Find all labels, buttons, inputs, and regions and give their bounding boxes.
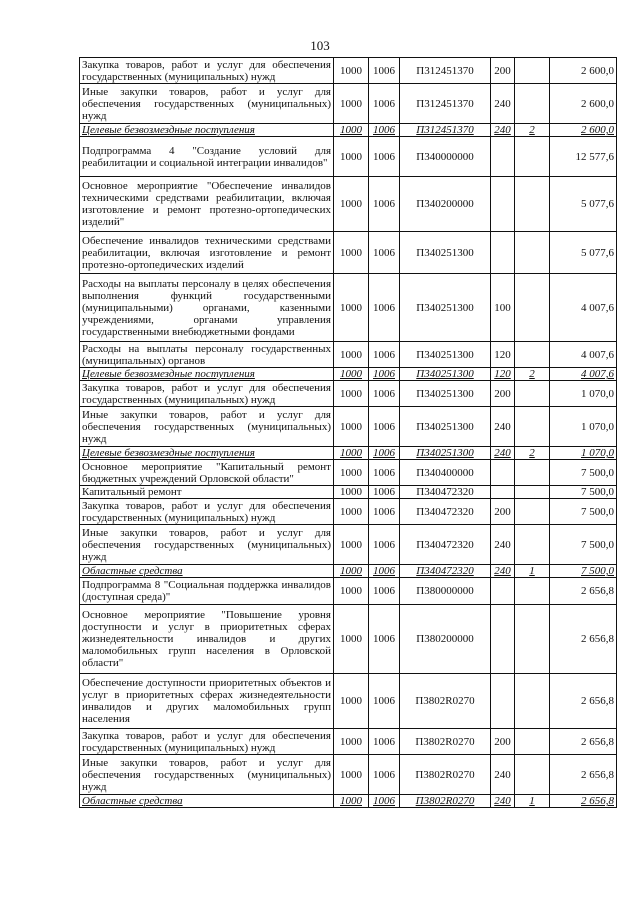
row-name-cell: Областные средства [80,565,334,578]
page-number: 103 [310,38,330,53]
row-section-cell: 1000 [334,58,369,84]
row-amount-cell: 2 656,8 [550,605,617,674]
row-amount-cell: 2 656,8 [550,674,617,729]
row-target-cell: П340472320 [400,499,491,525]
row-expense-type-cell: 200 [491,499,515,525]
row-name-cell: Подпрограмма 4 "Создание условий для реабилитации и социальной интеграции инвалидов" [80,137,334,177]
row-name-cell: Закупка товаров, работ и услуг для обеспечения государственных (муниципальных) нужд [80,381,334,407]
row-section-cell: 1000 [334,381,369,407]
row-subsection-cell: 1006 [369,795,400,808]
row-indicator-cell: 1 [515,565,550,578]
row-expense-type-cell: 200 [491,58,515,84]
row-amount-cell: 7 500,0 [550,499,617,525]
row-section-cell: 1000 [334,137,369,177]
row-section-cell: 1000 [334,565,369,578]
row-expense-type-cell [491,578,515,605]
row-amount-cell: 4 007,6 [550,368,617,381]
row-target-cell: П380200000 [400,605,491,674]
row-target-cell: П340251300 [400,342,491,368]
row-section-cell: 1000 [334,578,369,605]
row-expense-type-cell: 240 [491,755,515,795]
row-name-cell: Областные средства [80,795,334,808]
row-amount-cell: 1 070,0 [550,407,617,447]
row-section-cell: 1000 [334,729,369,755]
budget-table [79,57,617,808]
row-expense-type-cell [491,460,515,486]
row-subsection-cell: 1006 [369,578,400,605]
row-expense-type-cell: 120 [491,368,515,381]
row-amount-cell: 2 600,0 [550,58,617,84]
row-target-cell: П380000000 [400,578,491,605]
row-section-cell: 1000 [334,124,369,137]
row-indicator-cell [515,525,550,565]
row-section-cell: 1000 [334,368,369,381]
row-expense-type-cell: 100 [491,274,515,342]
row-indicator-cell [515,729,550,755]
row-section-cell: 1000 [334,274,369,342]
row-target-cell: П340251300 [400,232,491,274]
row-name-cell: Основное мероприятие "Капитальный ремонт бюджетных учреждений Орловской области" [80,460,334,486]
row-amount-cell: 1 070,0 [550,447,617,460]
row-section-cell: 1000 [334,177,369,232]
row-subsection-cell: 1006 [369,137,400,177]
table-row [80,565,617,578]
row-expense-type-cell [491,177,515,232]
row-indicator-cell [515,407,550,447]
table-row [80,58,617,84]
row-expense-type-cell: 240 [491,565,515,578]
row-expense-type-cell: 240 [491,124,515,137]
row-subsection-cell: 1006 [369,499,400,525]
row-target-cell: П340472320 [400,486,491,499]
row-section-cell: 1000 [334,755,369,795]
row-subsection-cell: 1006 [369,177,400,232]
row-name-cell: Обеспечение инвалидов техническими средствами реабилитации, включая изготовление и ремонт протезно-ортопедических изделий [80,232,334,274]
table-row [80,368,617,381]
row-name-cell: Иные закупки товаров, работ и услуг для обеспечения государственных (муниципальных) нужд [80,84,334,124]
row-target-cell: П312451370 [400,124,491,137]
row-amount-cell: 7 500,0 [550,486,617,499]
row-subsection-cell: 1006 [369,368,400,381]
row-section-cell: 1000 [334,447,369,460]
row-section-cell: 1000 [334,674,369,729]
row-indicator-cell [515,232,550,274]
row-indicator-cell [515,486,550,499]
row-expense-type-cell [491,486,515,499]
table-row [80,729,617,755]
table-row [80,674,617,729]
row-indicator-cell [515,84,550,124]
row-section-cell: 1000 [334,407,369,447]
row-subsection-cell: 1006 [369,565,400,578]
row-indicator-cell [515,177,550,232]
table-row [80,177,617,232]
row-target-cell: П340251300 [400,368,491,381]
row-amount-cell: 12 577,6 [550,137,617,177]
row-target-cell: П312451370 [400,84,491,124]
row-name-cell: Подпрограмма 8 "Социальная поддержка инвалидов (доступная среда)" [80,578,334,605]
row-name-cell: Расходы на выплаты персоналу государственных (муниципальных) органов [80,342,334,368]
row-subsection-cell: 1006 [369,124,400,137]
row-amount-cell: 2 656,8 [550,729,617,755]
row-indicator-cell [515,605,550,674]
row-subsection-cell: 1006 [369,486,400,499]
row-subsection-cell: 1006 [369,232,400,274]
row-amount-cell: 2 600,0 [550,124,617,137]
row-section-cell: 1000 [334,525,369,565]
budget-table-body [80,58,617,808]
row-target-cell: П340200000 [400,177,491,232]
row-indicator-cell [515,342,550,368]
table-row [80,447,617,460]
table-row [80,460,617,486]
table-row [80,342,617,368]
row-indicator-cell [515,674,550,729]
row-name-cell: Закупка товаров, работ и услуг для обеспечения государственных (муниципальных) нужд [80,729,334,755]
row-indicator-cell: 2 [515,124,550,137]
row-name-cell: Обеспечение доступности приоритетных объектов и услуг в приоритетных сферах жизнедеятельности инвалидов и других маломобильных групп населения [80,674,334,729]
row-subsection-cell: 1006 [369,84,400,124]
row-amount-cell: 4 007,6 [550,342,617,368]
row-indicator-cell [515,460,550,486]
row-subsection-cell: 1006 [369,674,400,729]
row-name-cell: Иные закупки товаров, работ и услуг для обеспечения государственных (муниципальных) нужд [80,407,334,447]
row-amount-cell: 7 500,0 [550,565,617,578]
row-expense-type-cell [491,232,515,274]
row-amount-cell: 1 070,0 [550,381,617,407]
table-row [80,274,617,342]
table-row [80,755,617,795]
row-subsection-cell: 1006 [369,407,400,447]
row-subsection-cell: 1006 [369,447,400,460]
row-name-cell: Иные закупки товаров, работ и услуг для обеспечения государственных (муниципальных) нужд [80,525,334,565]
row-name-cell: Закупка товаров, работ и услуг для обеспечения государственных (муниципальных) нужд [80,58,334,84]
row-amount-cell: 5 077,6 [550,177,617,232]
row-amount-cell: 2 600,0 [550,84,617,124]
row-subsection-cell: 1006 [369,460,400,486]
table-row [80,84,617,124]
row-target-cell: П340251300 [400,274,491,342]
row-subsection-cell: 1006 [369,342,400,368]
row-expense-type-cell: 200 [491,381,515,407]
row-target-cell: П340472320 [400,525,491,565]
table-row [80,499,617,525]
row-section-cell: 1000 [334,795,369,808]
row-name-cell: Иные закупки товаров, работ и услуг для обеспечения государственных (муниципальных) нужд [80,755,334,795]
row-target-cell: П3802R0270 [400,755,491,795]
row-section-cell: 1000 [334,84,369,124]
row-target-cell: П340251300 [400,447,491,460]
row-section-cell: 1000 [334,460,369,486]
row-subsection-cell: 1006 [369,274,400,342]
table-row [80,486,617,499]
table-row [80,525,617,565]
row-name-cell: Основное мероприятие "Повышение уровня доступности и услуг в приоритетных сферах жизнедеятельности инвалидов и других маломобильных групп населения в Орловской области" [80,605,334,674]
row-subsection-cell: 1006 [369,58,400,84]
row-target-cell: П3802R0270 [400,674,491,729]
row-name-cell: Основное мероприятие "Обеспечение инвалидов техническими средствами реабилитации, включая изготовление и ремонт протезно-ортопедических изделий" [80,177,334,232]
row-name-cell: Целевые безвозмездные поступления [80,447,334,460]
row-target-cell: П340472320 [400,565,491,578]
row-expense-type-cell: 240 [491,447,515,460]
row-indicator-cell [515,755,550,795]
row-expense-type-cell [491,605,515,674]
table-row [80,578,617,605]
row-target-cell: П340251300 [400,381,491,407]
row-name-cell: Целевые безвозмездные поступления [80,124,334,137]
row-indicator-cell [515,58,550,84]
row-subsection-cell: 1006 [369,605,400,674]
row-indicator-cell: 2 [515,447,550,460]
row-section-cell: 1000 [334,605,369,674]
row-subsection-cell: 1006 [369,525,400,565]
table-row [80,605,617,674]
row-expense-type-cell [491,674,515,729]
row-section-cell: 1000 [334,499,369,525]
row-expense-type-cell: 240 [491,795,515,808]
row-name-cell: Расходы на выплаты персоналу в целях обеспечения выполнения функций государственными (муниципальными) органами, казенными учреждениями, органами управления государственными внебюджетными фондами [80,274,334,342]
table-row [80,407,617,447]
row-indicator-cell [515,274,550,342]
row-target-cell: П340400000 [400,460,491,486]
row-amount-cell: 2 656,8 [550,755,617,795]
row-indicator-cell: 1 [515,795,550,808]
row-indicator-cell [515,499,550,525]
row-amount-cell: 7 500,0 [550,460,617,486]
row-name-cell: Закупка товаров, работ и услуг для обеспечения государственных (муниципальных) нужд [80,499,334,525]
row-expense-type-cell: 240 [491,407,515,447]
row-subsection-cell: 1006 [369,755,400,795]
row-target-cell: П312451370 [400,58,491,84]
table-row [80,232,617,274]
row-indicator-cell [515,137,550,177]
row-section-cell: 1000 [334,486,369,499]
row-target-cell: П3802R0270 [400,795,491,808]
row-subsection-cell: 1006 [369,381,400,407]
row-expense-type-cell: 120 [491,342,515,368]
row-expense-type-cell [491,137,515,177]
row-amount-cell: 2 656,8 [550,578,617,605]
row-amount-cell: 7 500,0 [550,525,617,565]
row-name-cell: Целевые безвозмездные поступления [80,368,334,381]
table-row [80,381,617,407]
row-subsection-cell: 1006 [369,729,400,755]
row-amount-cell: 5 077,6 [550,232,617,274]
row-indicator-cell [515,578,550,605]
row-expense-type-cell: 240 [491,84,515,124]
table-row [80,795,617,808]
row-indicator-cell: 2 [515,368,550,381]
row-name-cell: Капитальный ремонт [80,486,334,499]
table-row [80,124,617,137]
row-target-cell: П340251300 [400,407,491,447]
row-target-cell: П340000000 [400,137,491,177]
row-amount-cell: 2 656,8 [550,795,617,808]
row-target-cell: П3802R0270 [400,729,491,755]
row-expense-type-cell: 240 [491,525,515,565]
row-indicator-cell [515,381,550,407]
row-expense-type-cell: 200 [491,729,515,755]
table-row [80,137,617,177]
row-section-cell: 1000 [334,342,369,368]
row-section-cell: 1000 [334,232,369,274]
row-amount-cell: 4 007,6 [550,274,617,342]
